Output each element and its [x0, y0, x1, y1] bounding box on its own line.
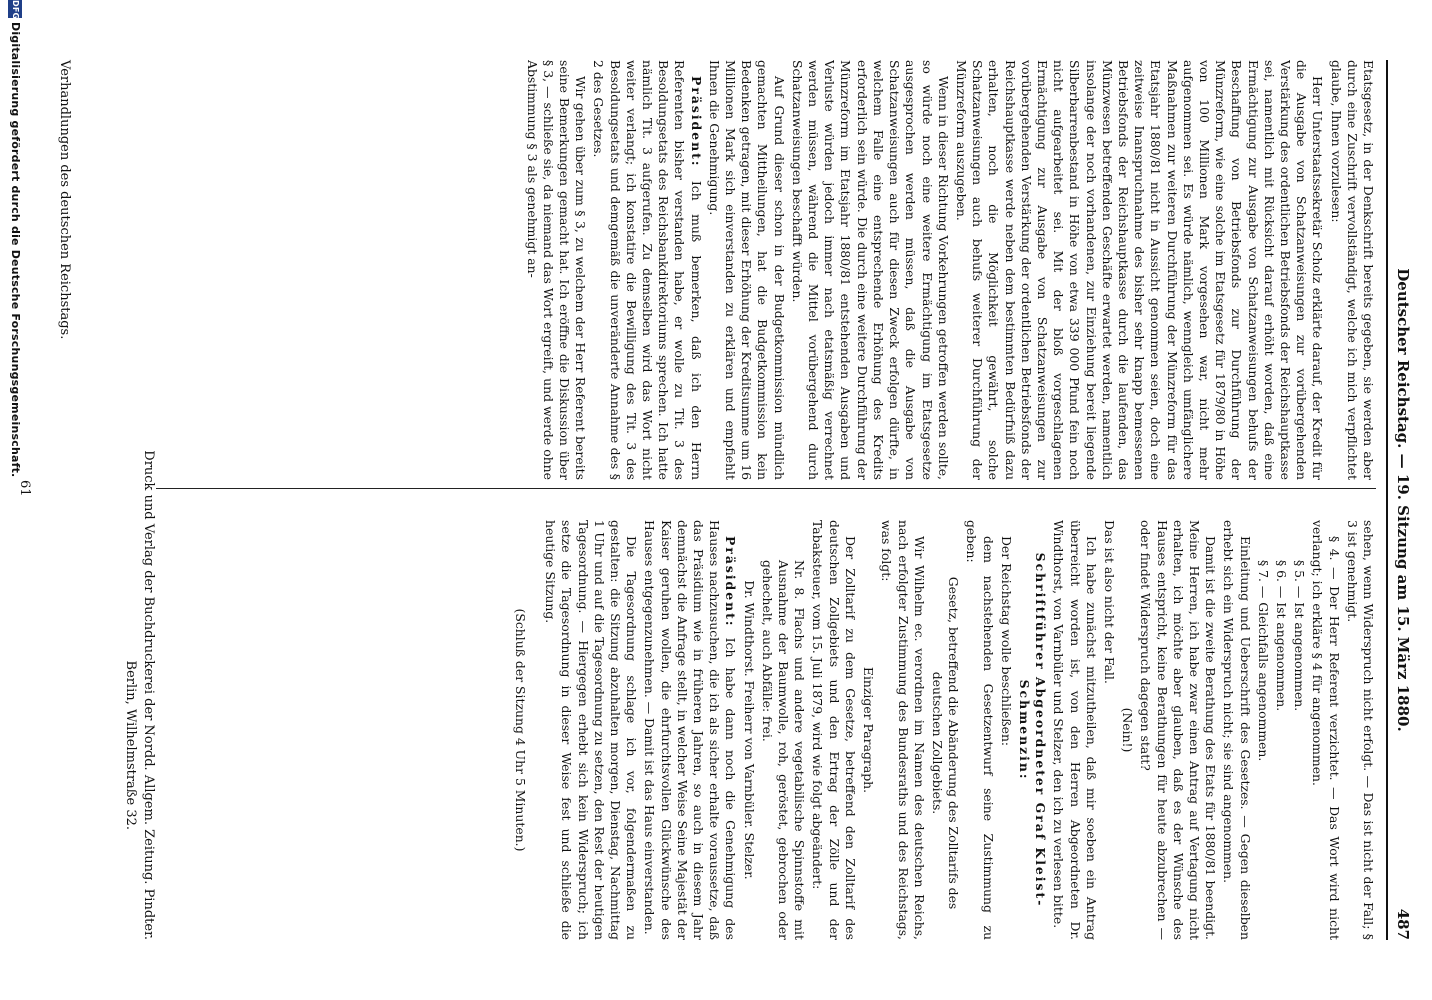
right-column-paragraph: Präsident: Ich habe dann noch die Genehmigung des Hauses nachzusuchen, die ich als sicher erhalte voraussetze, daß das Präsidium wie in früheren Jahren, so auch in diesem Jahr demnächst die Anfrage stellt, in welcher Weise Seine Majestät der Kaiser geruhen wollen, die ehrfurchtsvollen Glückwünsche des Hauses entgegenzunehmen. — Damit ist das Haus einverstanden.	[642, 520, 739, 940]
right-column-paragraph: Dr. Windthorst. Freiherr von Varnbüler. Stelzer.	[741, 580, 757, 880]
right-text-column	[196, 520, 1376, 940]
right-column-paragraph: Der Zolltarif zu dem Gesetze, betreffend den Zolltarif des deutschen Zollgebiets und den Ertrag der Zölle und der Tabaksteuer, vom 15. Juli 1879, wird wie folgt abgeändert:	[810, 520, 858, 940]
right-column-paragraph: Wir Wilhelm ec. verordnen im Namen des deutschen Reichs, nach erfolgter Zustimmung des Bundesraths und des Reichstags, was folgt:	[879, 520, 927, 940]
left-text-column	[196, 60, 1376, 480]
right-column-paragraph: Ich habe zunächst mitzutheilen, daß mir soeben ein Antrag überreicht worden ist, von den Herren Abgeordneten Dr. Windthorst, von Varnbüler und Stelzer, den ich zu verlesen bitte.	[1051, 520, 1099, 940]
right-column-paragraph: § 7. — Gleichfalls angenommen.	[1255, 560, 1271, 762]
right-column-paragraph: § 5. — Ist angenommen.	[1292, 560, 1308, 712]
right-column-paragraph: § 6. — Ist angenommen.	[1273, 560, 1289, 712]
digitization-credit	[4, 0, 22, 1000]
speaker-label: Präsident:	[723, 536, 739, 628]
left-column-paragraph: Wir gehen über zum § 3, zu welchem der Herr Referent bereits seine Bemerkungen gemacht hat. Ich eröffne die Diskussion über § 3, — schließe sie, da niemand das Wort ergreift, und werde ohne Abstimmung § 3 als genehmigt an-	[524, 60, 589, 480]
sheet-number: 61	[17, 480, 32, 497]
right-column-paragraph	[1016, 520, 1048, 940]
right-column-paragraph: dem nachstehenden Gesetzentwurf seine Zustimmung zu geben:	[964, 520, 996, 940]
speaker-label: Präsident:	[688, 76, 704, 168]
right-column-paragraph: Die Tagesordnung schlage ich vor, folgendermaßen zu gestalten: die Sitzung abzuhalten morgen, Dienstag, Nachmittag 1 Uhr und auf die Tagesordnung zu setzen, den Rest der heutigen Tagesordnung. — Hiergegen erhebt sich kein Widerspruch; ich setze die Tagesordnung in dieser Weise fest und schließe die heutige Sitzung.	[543, 520, 640, 940]
right-column-paragraph: Gesetz, betreffend die Abänderung des Zolltarifs des deutschen Zollgebiets.	[929, 576, 962, 910]
page-number: 487	[1394, 908, 1412, 940]
left-column-paragraph: Auf Grund dieser schon in der Budgetkommission mündlich gemachten Mittheilungen, hat die Budgetkommission kein Bedenken getragen, mit dieser Erhöhung der Kreditsumme um 16 Millionen Mark sich einverstanden zu erklären und empfiehlt Ihnen die Genehmigung.	[706, 60, 787, 480]
right-column-paragraph: sehen, wenn Widerspruch nicht erfolgt. — Das ist nicht der Fall; § 3 ist genehmigt.	[1344, 520, 1376, 940]
printer-address: Berlin, Wilhelmstraße 32.	[123, 660, 138, 830]
source-title: Verhandlungen des deutschen Reichstags.	[57, 60, 72, 340]
digitization-credit-text: Digitalisierung gefördert durch die Deutsche Forschungsgemeinschaft.	[9, 22, 22, 478]
page-header	[1386, 60, 1414, 940]
left-column-paragraph: Wenn in dieser Richtung Vorkehrungen getroffen werden sollte, so würde noch eine weitere Ermächtigung im Etatsgesetze ausgesprochen werden müssen, daß die Ausgabe von Schatzanweisungen auch für diesen Zweck erfolgen dürfte, in welchem Falle eine entsprechende Erhöhung des Kredits erforderlich sein würde. Die durch eine weitere Durchführung der Münzreform im Etatsjahr 1880/81 entstehenden Ausgaben und Verluste würden jedoch immer nach etatsmäßig verrechnet werden müssen, während die Mittel vorübergehend durch Schatzanweisungen beschafft würden.	[789, 60, 951, 480]
dfg-logo-icon: DFG	[8, 0, 22, 18]
printer-imprint: Druck und Verlag der Buchdruckerei der Nordd. Allgem. Zeitung. Pindter.	[141, 450, 156, 940]
right-column-paragraph: Einleitung und Ueberschrift des Gesetzes. — Gegen dieselben erhebt sich ein Widerspruch nicht; sie sind angenommen.	[1221, 520, 1253, 940]
right-column-paragraph: Damit ist die zweite Berathung des Etats für 1880/81 beendigt. Meine Herren, ich habe zwar einen Antrag auf Vertagung nicht erhalten, ich möchte aber glauben, daß es der Wünsche des Hauses entspricht, keine Berathungen für heute abzubrechen — oder findet Widerspruch dagegen statt?	[1138, 520, 1219, 940]
speaker-label: Schriftführer Abgeordneter Graf Kleist-Schmenzin:	[1016, 552, 1049, 908]
left-column-paragraph: Herr Unterstaatssekretär Scholz erklärte darauf, der Kredit für die Ausgabe von Schatzanweisungen zur vorübergehenden Verstärkung des ordentlichen Betriebsfonds der Reichshauptkasse sei, namentlich mit Rücksicht darauf erhöht worden, daß eine Ermächtigung zur Ausgabe von Schatzanweisungen behufs der Beschaffung von Betriebsfonds zur Durchführung der Münzreform, wie eine solche im Etatsgesetz für 1879/80 in Höhe von 100 Millionen Mark vorgesehen war, nicht mehr aufgenommen sei. Es würde nämlich, wenngleich umfänglichere Maßnahmen zur weiteren Durchführung der Münzreform für das Etatsjahr 1880/81 nicht in Aussicht genommen seien, doch eine zeitweise Inanspruchnahme des bisher sehr knapp bemessenen Betriebsfonds der Reichshauptkasse durch die laufenden, das Münzwesen betreffenden Geschäfte erwartet werden, namentlich insolange der noch vorhandenen, zur Einziehung bereit liegende Silberbarrenbestand in Höhe von etwa 339 000 Pfund fein noch nicht aufgearbeitet sei. Mit der bloß vorgeschlagenen Ermächtigung zur Ausgabe von Schatzanweisungen zur vorübergehenden Verstärkung der ordentlichen Betriebsfonds der Reichshauptkasse werde neben dem bestimmten Bedürfniß dazu erhalten, noch die Möglichkeit gewährt, solche Schatzanweisungen auch behufs weiterer Durchführung der Münzreform auszugeben.	[953, 60, 1326, 480]
left-column-paragraph: Präsident: Ich muß bemerken, daß ich den Herrn Referenten bisher verstanden habe, er wolle zu Tit. 3 des Besoldungsetats des Reichsbankdirektoriums sprechen. Ich hatte nämlich Tit. 3 aufgerufen. Zu demselben wird das Wort nicht weiter verlangt; ich konstatire die Bewilligung des Tit. 3 des Besoldungsetats und demgemäß die unveränderte Annahme des § 2 des Gesetzes.	[591, 60, 704, 480]
right-column-paragraph: Nr. 8. Flachs und andere vegetabilische Spinnstoffe mit Ausnahme der Baumwolle, roh, geröstet, gebrochen oder gehechelt, auch Abfälle: frei.	[759, 560, 808, 940]
right-column-paragraph: Der Reichstag wolle beschließen:	[998, 536, 1014, 747]
right-column-paragraph: Das ist also nicht der Fall.	[1101, 520, 1117, 684]
right-column-paragraph: (Nein!)	[1120, 707, 1136, 753]
session-closing-note: (Schluß der Sitzung 4 Uhr 5 Minuten.)	[513, 608, 529, 852]
right-column-paragraph: Einziger Paragraph.	[861, 666, 877, 794]
column-divider	[156, 488, 1376, 489]
running-title: Deutscher Reichstag. — 19. Sitzung am 15. März 1880.	[1394, 268, 1412, 732]
right-column-paragraph: § 4. — Der Herr Referent verzichtet. — Das Wort wird nicht verlangt; ich erkläre § 4 für angenommen.	[1310, 520, 1342, 940]
left-column-paragraph: Etatsgesetz, in der Denkschrift bereits gegeben, sie werden aber durch eine Zuschrift vervollständigt, welche ich mich verpflichtet glaube, Ihnen vorzulesen:	[1328, 60, 1376, 480]
